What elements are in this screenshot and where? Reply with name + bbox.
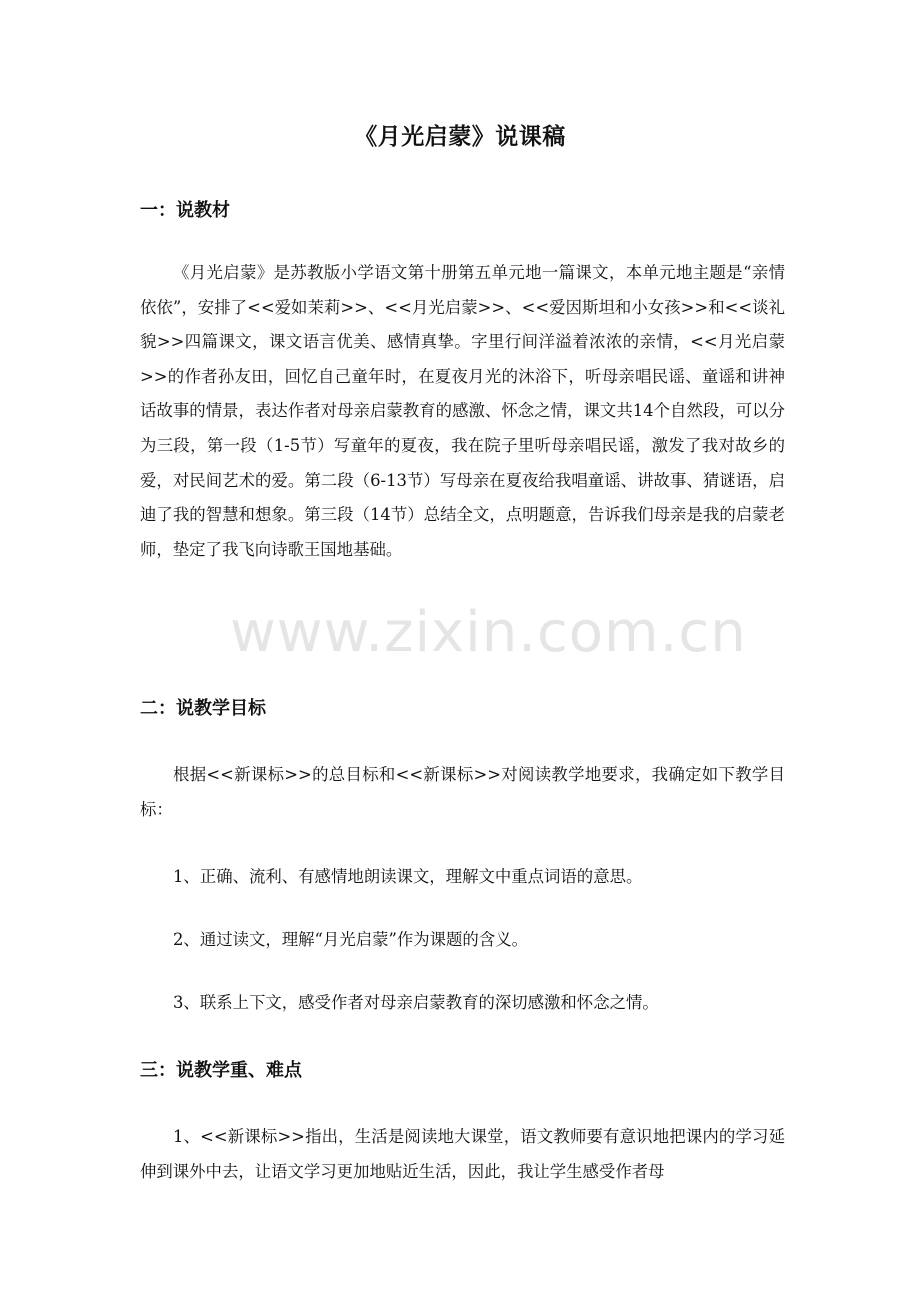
paragraph-teaching-material: 《月光启蒙》是苏教版小学语文第十册第五单元地一篇课文，本单元地主题是“亲情依依”，安排了<<爱如茉莉>>、<<月光启蒙>>、<<爱因斯坦和小女孩>>和<<谈礼貌>>四篇课文，课文语言优美、感情真挚。字里行间洋溢着浓浓的亲情，<<月光启蒙>>的作者孙友田，回忆自己童年时，在夏夜月光的沐浴下，听母亲唱民谣、童谣和讲神话故事的情景，表达作者对母亲启蒙教育的感激、怀念之情，课文共14个自然段，可以分为三段，第一段（1-5节）写童年的夏夜，我在院子里听母亲唱民谣，激发了我对故乡的爱，对民间艺术的爱。第二段（6-13节）写母亲在夏夜给我唱童谣、讲故事、猜谜语，启迪了我的智慧和想象。第三段（14节）总结全文，点明题意，告诉我们母亲是我的启蒙老师，垫定了我飞向诗歌王国地基础。 (140, 263, 785, 559)
section-heading-key-difficult-points: 三：说教学重、难点 (140, 1060, 302, 1081)
paragraph-goal-3: 3、联系上下文，感受作者对母亲启蒙教育的深切感激和怀念之情。 (173, 993, 659, 1012)
page-title: 《月光启蒙》说课稿 (354, 124, 566, 150)
paragraph-goal-1: 1、正确、流利、有感情地朗读课文，理解文中重点词语的意思。 (173, 867, 643, 886)
section-heading-teaching-goals: 二：说教学目标 (140, 698, 266, 719)
section-heading-teaching-material: 一：说教材 (140, 200, 230, 221)
paragraph-key-points-1: 1、<<新课标>>指出，生活是阅读地大课堂，语文教师要有意识地把课内的学习延伸到课外中去，让语文学习更加地贴近生活，因此，我让学生感受作者母 (140, 1127, 785, 1181)
paragraph-goals-intro: 根据<<新课标>>的总目标和<<新课标>>对阅读教学地要求，我确定如下教学目标： (140, 765, 785, 819)
paragraph-goal-2: 2、通过读文，理解“月光启蒙”作为课题的含义。 (173, 930, 528, 949)
watermark-text: www.zixin.com.cn (230, 600, 747, 665)
